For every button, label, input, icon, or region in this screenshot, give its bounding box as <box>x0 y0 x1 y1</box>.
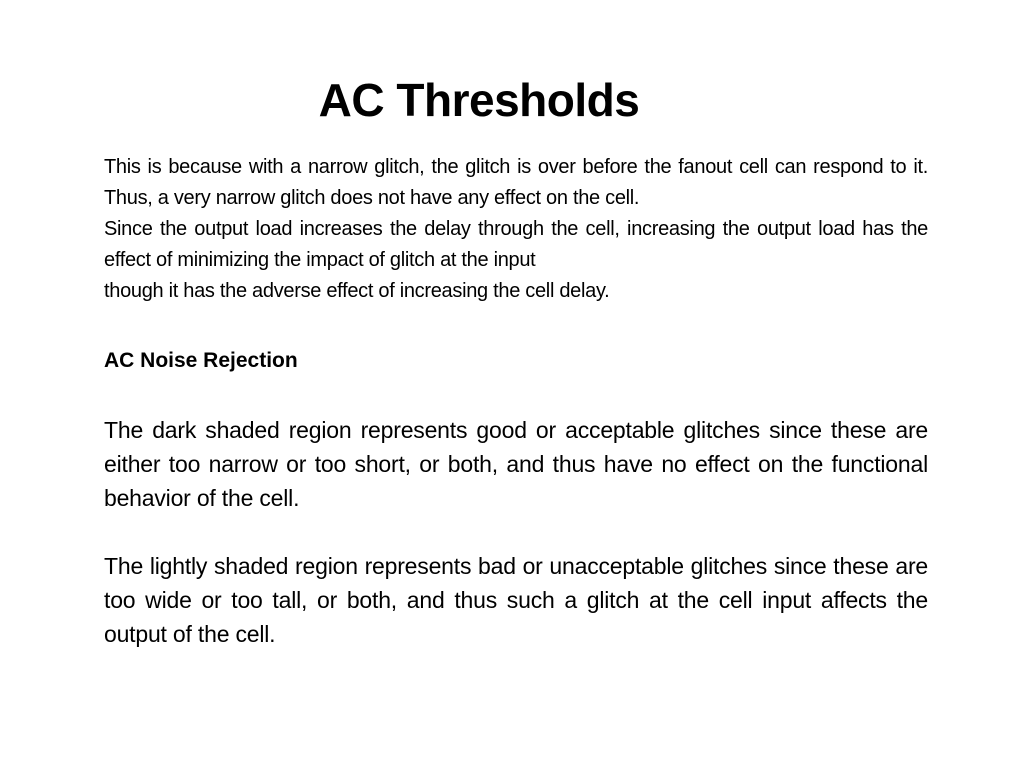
paragraph-cell-delay: though it has the adverse effect of increasing the cell delay. <box>104 280 610 302</box>
paragraph-output-load: Since the output load increases the delay through the cell, increasing the output load has the effect of minimizing the impact of glitch at the input <box>104 218 928 271</box>
paragraph-glitch-narrow: This is because with a narrow glitch, the glitch is over before the fanout cell can respond to it. Thus, a very narrow glitch does not have any effect on the cell. <box>104 156 928 209</box>
paragraph-dark-region: The dark shaded region represents good or acceptable glitches since these are either too narrow or too short, or both, and thus have no effect on the functional behavior of the cell. <box>104 417 928 511</box>
paragraph-light-region: The lightly shaded region represents bad or unacceptable glitches since these are too wide or too tall, or both, and thus such a glitch at the cell input affects the output of the cell. <box>104 553 928 647</box>
slide-title: AC Thresholds <box>318 74 640 126</box>
slide-body <box>104 152 928 651</box>
section-heading: AC Noise Rejection <box>104 349 298 372</box>
